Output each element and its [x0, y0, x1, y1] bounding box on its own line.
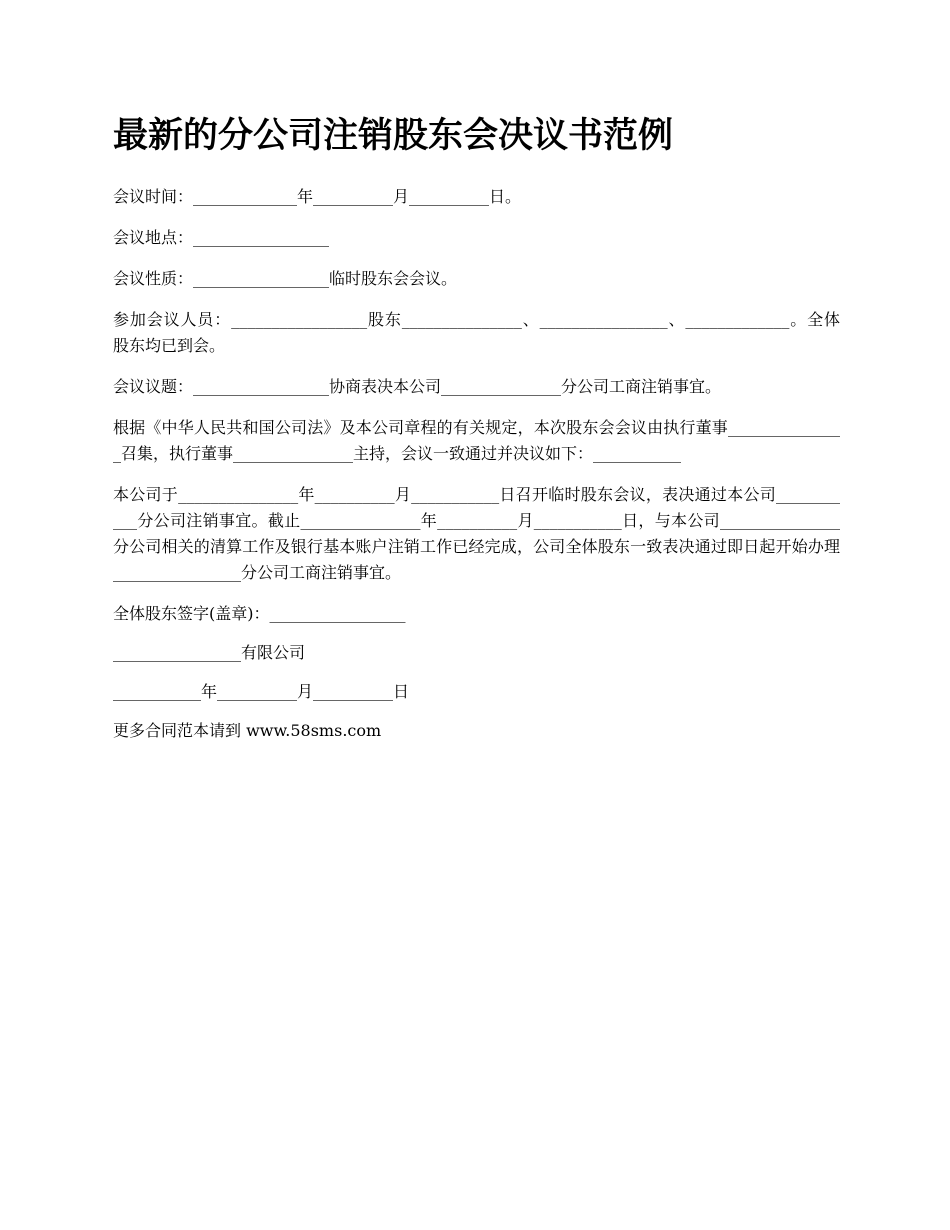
company-name-line: ________________有限公司: [113, 643, 306, 662]
more-templates-note: 更多合同范本请到 www.58sms.com: [113, 721, 382, 740]
meeting-location-line: 会议地点：_________________: [113, 228, 330, 247]
meeting-topic-line: 会议议题：_________________协商表决本公司_______________分公司工商注销事宜。: [113, 377, 722, 396]
meeting-nature-line: 会议性质：_________________临时股东会会议。: [113, 269, 458, 288]
document-page: [113, 108, 840, 759]
document-title: 最新的分公司注销股东会决议书范例: [113, 115, 674, 156]
shareholder-signature-line: 全体股东签字(盖章)：_________________: [113, 604, 406, 623]
resolution-paragraph: 本公司于_______________年__________月___________日召开临时股东会议，表决通过本公司___________分公司注销事宜。截止_______________年__________月___________日，与本公司_______________分公司相关的清算工作及银行基本账户注销工作已经完成，公司全体股东一致表决通过即日起开始办理________________分公司工商注销事宜。: [113, 485, 840, 582]
date-line: ___________年__________月__________日: [113, 682, 410, 701]
attendees-paragraph: 参加会议人员：_________________股东_______________、________________、_____________。全体股东均已到会。: [113, 310, 840, 355]
legal-basis-paragraph: 根据《中华人民共和国公司法》及本公司章程的有关规定，本次股东会会议由执行董事_______________召集，执行董事_______________主持，会议一致通过并决议如下：___________: [113, 418, 840, 463]
meeting-time-line: 会议时间：_____________年__________月__________日。: [113, 187, 522, 206]
